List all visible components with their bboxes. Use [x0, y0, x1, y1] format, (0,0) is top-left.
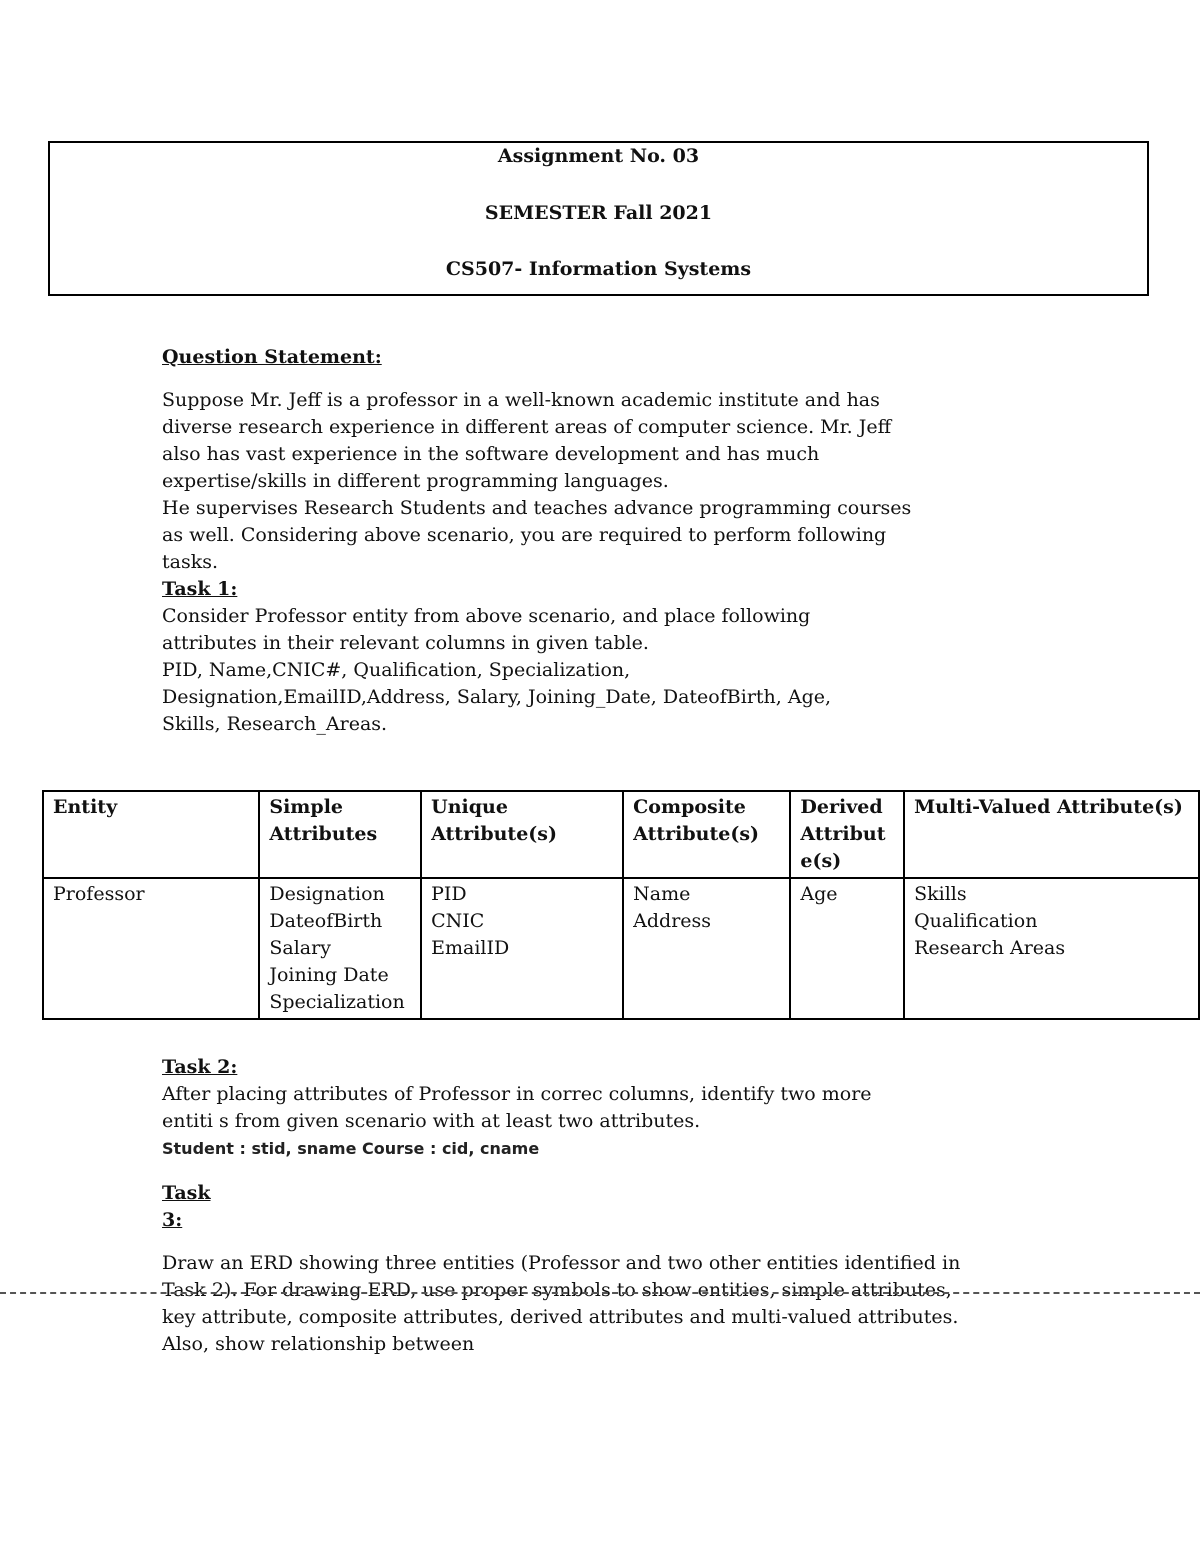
task2-line: entiti s from given scenario with at least two attributes. [162, 1110, 701, 1132]
question-line: as well. Considering above scenario, you are required to perform following [162, 524, 887, 546]
table-row [43, 878, 1199, 1019]
task3-heading: Task [162, 1182, 211, 1204]
question-line: expertise/skills in different programming languages. [162, 470, 669, 492]
question-section [162, 344, 382, 371]
cell-unique: PID CNIC EmailID [421, 878, 623, 1019]
cell-multi-valued: Skills Qualification Research Areas [904, 878, 1199, 1019]
task1-line: Skills, Research_Areas. [162, 713, 388, 735]
cell-simple: Designation DateofBirth Salary Joining Date Specialization [259, 878, 421, 1019]
header-simple: Simple Attributes [259, 791, 421, 878]
task3-heading-number: 3: [162, 1209, 183, 1231]
question-line: tasks. [162, 551, 219, 573]
question-text [162, 387, 911, 738]
task3-section [162, 1180, 211, 1234]
header-unique: Unique Attribute(s) [421, 791, 623, 878]
header-entity: Entity [43, 791, 259, 878]
task1-line: Designation,EmailID,Address, Salary, Joining_Date, DateofBirth, Age, [162, 686, 832, 708]
task3-line: Task 2). For drawing ERD, use proper symbols to show entities, simple attributes, [162, 1279, 952, 1301]
question-line: Suppose Mr. Jeff is a professor in a well-known academic institute and has [162, 389, 880, 411]
page-break-divider [0, 1292, 1200, 1294]
assignment-number: Assignment No. 03 [497, 145, 700, 167]
assignment-header-box [48, 141, 1149, 296]
task1-heading: Task 1: [162, 578, 238, 600]
attribute-table [42, 790, 1200, 1020]
task1-line: PID, Name,CNIC#, Qualification, Specialization, [162, 659, 631, 681]
task1-line: attributes in their relevant columns in given table. [162, 632, 649, 654]
task3-line: Draw an ERD showing three entities (Professor and two other entities identified in [162, 1252, 961, 1274]
task2-answer: Student : stid, sname Course : cid, cname [162, 1139, 540, 1158]
cell-entity: Professor [43, 878, 259, 1019]
header-multi-valued: Multi-Valued Attribute(s) [904, 791, 1199, 878]
course-title: CS507- Information Systems [445, 258, 752, 280]
question-line: He supervises Research Students and teaches advance programming courses [162, 497, 912, 519]
header-derived: Derived Attribut e(s) [790, 791, 904, 878]
question-line: also has vast experience in the software development and has much [162, 443, 820, 465]
task3-text [162, 1250, 960, 1358]
cell-composite: Name Address [623, 878, 790, 1019]
task3-line: Also, show relationship between [162, 1333, 475, 1355]
semester-title: SEMESTER Fall 2021 [484, 202, 713, 224]
task2-heading: Task 2: [162, 1056, 238, 1078]
cell-derived: Age [790, 878, 904, 1019]
task2-line: After placing attributes of Professor in correc columns, identify two more [162, 1083, 872, 1105]
task3-line: key attribute, composite attributes, derived attributes and multi-valued attributes. [162, 1306, 959, 1328]
header-composite: Composite Attribute(s) [623, 791, 790, 878]
table-header-row [43, 791, 1199, 878]
question-heading: Question Statement: [162, 346, 382, 368]
question-line: diverse research experience in different areas of computer science. Mr. Jeff [162, 416, 892, 438]
task1-line: Consider Professor entity from above scenario, and place following [162, 605, 811, 627]
task2-section [162, 1054, 872, 1162]
